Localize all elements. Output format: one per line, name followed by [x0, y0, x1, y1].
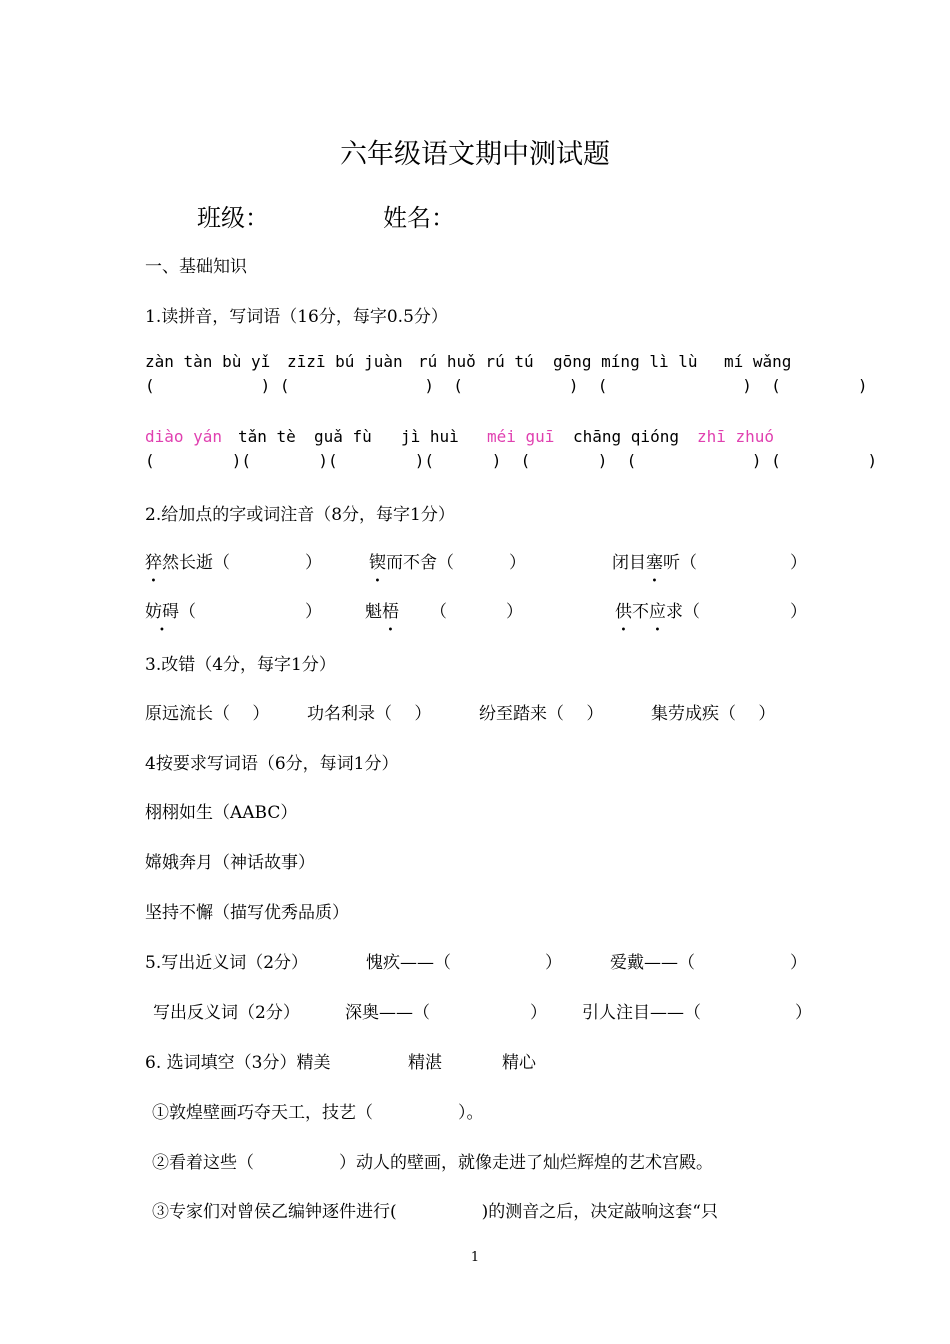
- close-paren: ）: [790, 953, 807, 973]
- open-paren: （: [430, 602, 447, 622]
- pinyin-item: zhī zhuó: [697, 427, 775, 446]
- q6-heading: 6. 选词填空（3分）精美: [145, 1053, 331, 1073]
- correction-item: 功名利录（ ）: [307, 704, 432, 724]
- page-title: 六年级语文期中测试题: [340, 139, 610, 170]
- close-paren: ）: [795, 1003, 812, 1023]
- correction-item: 集劳成疾（ ）: [651, 704, 776, 724]
- q5-antonym-heading: 写出反义词（2分）: [153, 1003, 300, 1023]
- phonetic-item: 供不应求（: [615, 602, 700, 622]
- pinyin-item: chāng qióng: [573, 427, 679, 446]
- close-paren: ）: [790, 602, 807, 622]
- answer-blanks[interactable]: ( )( )( )( ) ( ) ( ) ( ): [145, 451, 878, 470]
- close-paren: ）: [545, 953, 562, 973]
- close-paren: ）: [530, 1003, 547, 1023]
- page-number: 1: [470, 1250, 480, 1265]
- fill-sentence: ①敦煌壁画巧夺天工，技艺（ ）。: [152, 1103, 484, 1123]
- q3-heading: 3.改错（4分，每字1分）: [145, 655, 336, 675]
- q1-heading: 1.读拼音，写词语（16分，每字0.5分）: [145, 307, 448, 327]
- word-task: 坚持不懈（描写优秀品质）: [145, 903, 349, 923]
- word-choice: 精湛: [408, 1053, 442, 1073]
- q2-heading: 2.给加点的字或词注音（8分，每字1分）: [145, 505, 455, 525]
- close-paren: ）: [305, 553, 322, 573]
- pinyin-item: zàn tàn bù yǐ: [145, 352, 271, 371]
- phonetic-item: 妨碍（: [145, 602, 196, 622]
- close-paren: ）: [305, 602, 322, 622]
- antonym-item: 引人注目——（: [582, 1003, 701, 1023]
- pinyin-item: guǎ fù: [314, 427, 372, 446]
- fill-sentence: ②看着这些（ ）动人的壁画，就像走进了灿烂辉煌的艺术宫殿。: [152, 1153, 713, 1173]
- antonym-item: 深奥——（: [345, 1003, 430, 1023]
- pinyin-item: diào yán: [145, 427, 223, 446]
- phonetic-item: 闭目塞听（: [612, 553, 697, 573]
- class-label: 班级：: [197, 204, 269, 232]
- answer-blanks[interactable]: ( ) ( ) ( ) ( ) ( ): [145, 376, 868, 395]
- phonetic-item: 魁梧: [365, 602, 399, 622]
- pinyin-item: rú huǒ rú tú: [418, 352, 534, 371]
- word-choice: 精心: [502, 1053, 536, 1073]
- section-heading: 一、基础知识: [145, 257, 247, 277]
- pinyin-item: jì huì: [401, 427, 459, 446]
- fill-sentence: ③专家们对曾侯乙编钟逐件进行( )的测音之后，决定敲响这套“只: [152, 1202, 718, 1222]
- correction-item: 纷至踏来（ ）: [479, 704, 604, 724]
- pinyin-item: méi guī: [487, 427, 555, 446]
- synonym-item: 愧疚——（: [366, 953, 451, 973]
- pinyin-item: gōng míng lì lù: [553, 352, 698, 371]
- word-task: 栩栩如生（AABC）: [145, 803, 298, 823]
- close-paren: ）: [509, 553, 526, 573]
- pinyin-item: mí wǎng: [724, 352, 792, 371]
- pinyin-item: zīzī bú juàn: [287, 352, 403, 371]
- q5-synonym-heading: 5.写出近义词（2分）: [145, 953, 309, 973]
- word-task: 嫦娥奔月（神话故事）: [145, 853, 315, 873]
- name-label: 姓名：: [383, 204, 455, 232]
- pinyin-item: tǎn tè: [238, 427, 296, 446]
- synonym-item: 爱戴——（: [610, 953, 695, 973]
- q4-heading: 4按要求写词语（6分，每词1分）: [145, 754, 399, 774]
- phonetic-item: 猝然长逝（: [145, 553, 230, 573]
- correction-item: 原远流长（ ）: [145, 704, 270, 724]
- phonetic-item: 锲而不舍（: [369, 553, 454, 573]
- close-paren: ）: [506, 602, 523, 622]
- close-paren: ）: [790, 553, 807, 573]
